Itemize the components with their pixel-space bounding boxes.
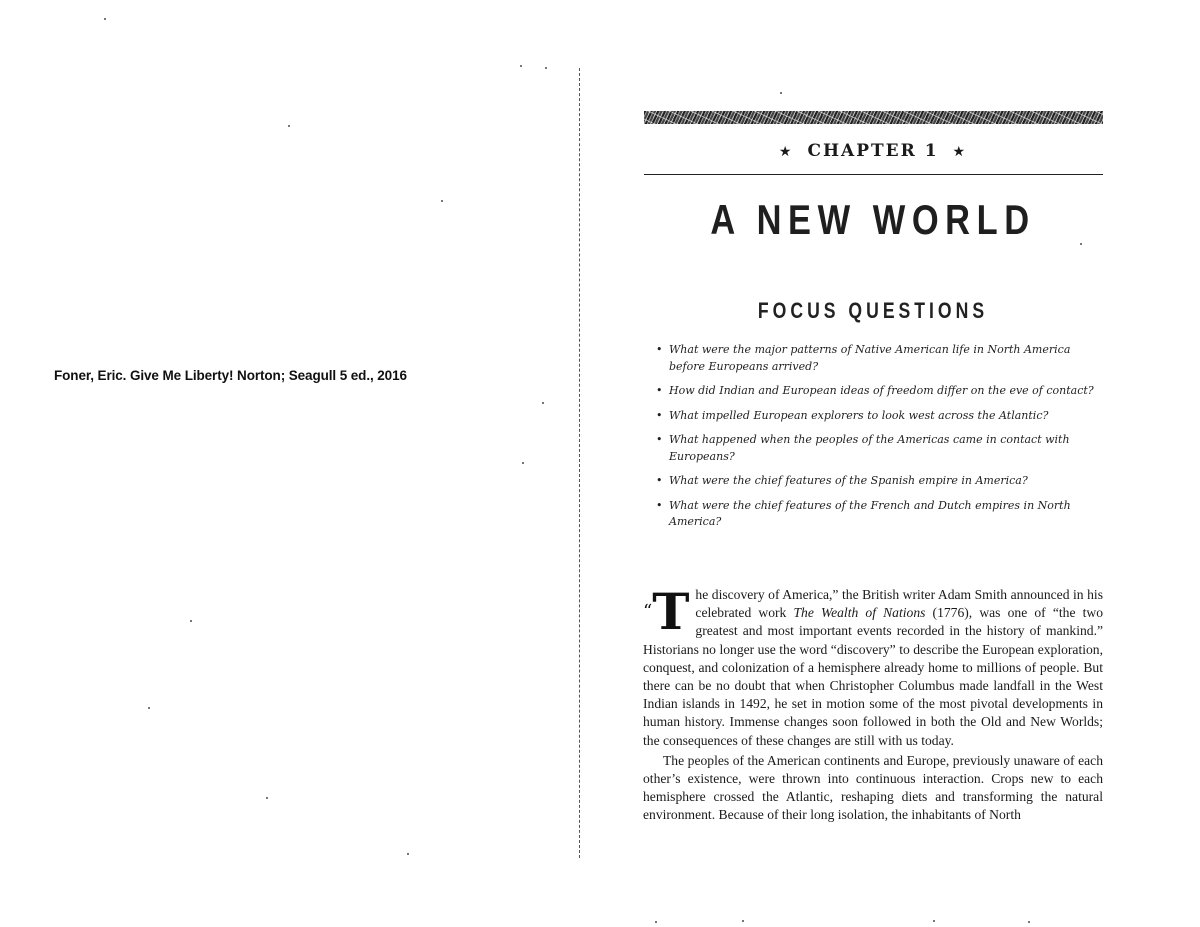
scan-speck xyxy=(148,707,150,709)
focus-question: • What were the chief features of the Spanish empire in America? xyxy=(656,473,1096,490)
chapter-page xyxy=(643,0,1103,927)
chapter-number xyxy=(643,141,1103,161)
focus-question: • What were the major patterns of Native American life in North America before Europeans arrived? xyxy=(656,342,1096,375)
body-text-rest: (1776), was one of “the two greatest and most important events recorded in the history of mankind.” Historians no longer use the word “discovery” to describe the European exploration, conquest, and colonization of a hemisphere already home to millions of people. But there can be no doubt that when Christopher Columbus made landfall in the West Indian islands in 1492, he set in motion some of the most pivotal developments in human history. Immense changes soon followed in both the Old and New Worlds; the consequences of these changes are still with us today. xyxy=(643,605,1104,748)
scan-speck xyxy=(190,620,192,622)
cited-work-title: The Wealth of Nations xyxy=(793,605,926,621)
scan-speck xyxy=(542,402,544,404)
scan-speck xyxy=(288,125,290,127)
focus-questions-list xyxy=(656,342,1096,539)
source-citation: Foner, Eric. Give Me Liberty! Norton; Seagull 5 ed., 2016 xyxy=(54,368,407,383)
scan-speck xyxy=(266,797,268,799)
scan-speck xyxy=(520,65,522,67)
body-paragraph: The peoples of the American continents and Europe, previously unaware of each other’s existence, were thrown into continuous interaction. Crops new to each hemisphere crossed the Atlantic, reshaping diets and transforming the natural environment. Because of their long isolation, the inhabitants of North xyxy=(643,752,1103,823)
page-gutter-divider xyxy=(579,68,580,858)
focus-question: • How did Indian and European ideas of freedom differ on the eve of contact? xyxy=(656,383,1096,400)
focus-questions-heading: FOCUS QUESTIONS xyxy=(757,298,989,323)
chapter-body xyxy=(643,582,1104,825)
chapter-title: A NEW WORLD xyxy=(710,196,1036,243)
scan-speck xyxy=(104,18,106,20)
opening-quote: “ xyxy=(643,601,653,622)
scan-speck xyxy=(441,200,443,202)
focus-question: • What impelled European explorers to look west across the Atlantic? xyxy=(656,408,1096,425)
drop-cap xyxy=(643,582,690,641)
focus-question: • What happened when the peoples of the Americas came in contact with Europeans? xyxy=(656,432,1096,465)
scan-speck xyxy=(407,853,409,855)
drop-cap-letter: T xyxy=(652,582,690,641)
scan-speck xyxy=(522,462,524,464)
star-icon: ★ xyxy=(778,144,794,160)
scan-speck xyxy=(545,67,547,69)
star-icon: ★ xyxy=(952,144,968,160)
body-text-intro: he discovery of America,” the British writer Adam Smith announced in his celebrated work xyxy=(695,587,1103,621)
chapter-rule xyxy=(644,174,1103,175)
focus-question: • What were the chief features of the French and Dutch empires in North America? xyxy=(656,498,1096,531)
chapter-label: CHAPTER 1 xyxy=(807,141,939,161)
body-paragraph xyxy=(643,582,1104,750)
chapter-header-band-texture xyxy=(644,111,1103,124)
